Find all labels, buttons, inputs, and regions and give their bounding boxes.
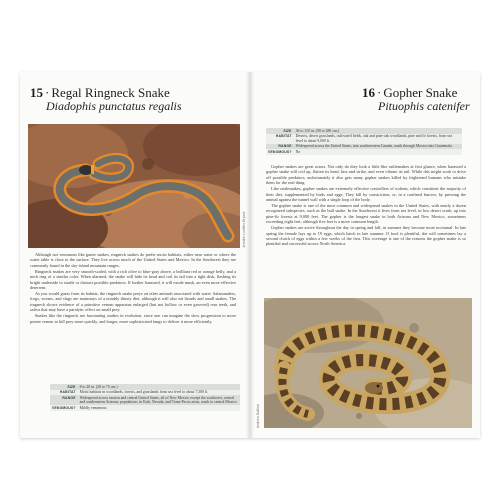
species-number: 16: [362, 85, 375, 100]
fact-row: [266, 149, 462, 155]
left-species-heading: [30, 86, 182, 113]
bullet-separator: ·: [377, 85, 382, 100]
species-number: 15: [30, 85, 43, 100]
fact-value: Widespread across the United States, into southwestern Canada, south through Mexico into Guatemala: [294, 144, 462, 150]
fact-value: Deserts, desert grasslands, cultivated fields, oak and pine-oak woodlands, pine and fir forests, from sea level to about 9,000 ft.: [294, 134, 462, 144]
fact-value: Mildly venomous: [78, 405, 240, 411]
paragraph: As you would guess from its habitat, the ringneck snake preys on other animals associated with water. Salamanders, frogs, worms, and slugs are mainstays of a notably thirsty diet, although it will also eat lizards and small snakes. The ringneck shows evidence of a primitive venom apparatus enlarged (but not hollow or even grooved) rear teeth, and saliva that may have a paralytic effect on small prey.: [30, 291, 236, 313]
fact-value: 8 to 20 in. (20 to 75 cm.): [78, 384, 240, 390]
scientific-name: Pituophis catenifer: [378, 99, 470, 113]
right-facts-table: [266, 128, 462, 155]
paragraph: Gopher snakes are active throughout the day in spring and fall; in summer they become more nocturnal. In late spring the female lays up to 19 eggs, which hatch in late summer. If food is plentiful, she will sometimes lay a second clutch of eggs within a few weeks of the first. This coverage is one of the reasons the gopher snake is so plentiful and successful across North America.: [266, 225, 466, 247]
paragraph: Like rattlesnakes, gopher snakes are extremely effective controllers of rodents, which constitute the majority of their diet, supplemented by birds and eggs. They kill by constriction, or, in a confined burrow, by pressing the animal against the tunnel wall with a single loop of the body.: [266, 186, 466, 203]
fact-value: 36 to 110 in. (90 to 280 cm.): [294, 128, 462, 134]
fact-label: VENOMOUS?: [268, 149, 292, 154]
fact-label: SIZE: [50, 384, 78, 390]
paragraph: Ringneck snakes are very smooth-scaled, with a rich olive to blue-gray above, a brilliant red or orange belly, and a neck ring of a similar color. When alarmed, the snake will hide its head and coil its tail into a tight disk, flashing its bright underside to startle or distract possible predators. If further harassed, it will exude musk, an even more effective deterrent.: [30, 268, 236, 291]
fact-value: Moist habitats in woodlands, forests, and grasslands from sea level to about 7,300 ft.: [78, 390, 240, 396]
right-photo-credit: Andrew DuBois: [256, 403, 260, 428]
right-title: [362, 86, 470, 100]
bullet-separator: ·: [45, 85, 50, 100]
scientific-name: Diadophis punctatus regalis: [46, 99, 182, 113]
left-photo-credit: Jennifer Loeffler-Bryant: [242, 211, 246, 248]
right-species-heading: [362, 86, 470, 113]
fact-label: SIZE: [266, 128, 294, 134]
fact-row: [50, 395, 240, 405]
left-title: [30, 86, 182, 100]
left-body-text: [30, 252, 236, 325]
ringneck-snake-photo: [28, 124, 240, 248]
gopher-snake-photo: [264, 298, 472, 428]
common-name: Regal Ringneck Snake: [51, 85, 170, 100]
fact-label: RANGE: [50, 395, 78, 405]
fact-value: No: [294, 149, 462, 155]
left-page: [20, 72, 250, 438]
fact-label: HABITAT: [266, 134, 294, 144]
fact-row: [50, 405, 240, 411]
fact-value: Widespread across eastern and central United States, all of New Mexico except the southwest, central and southeastern Arizona; populations in Utah, Nevada, and Trans-Pecos areas, south to central Mexico: [78, 395, 240, 405]
left-facts-table: [50, 384, 240, 411]
fact-row: [266, 144, 462, 150]
fact-label: HABITAT: [50, 390, 78, 396]
common-name: Gopher Snake: [383, 85, 458, 100]
right-page: [250, 72, 480, 438]
paragraph: Snakes like the ringneck are fascinating studies in evolution, since one can imagine the slow progression to more potent venom to kill prey more quickly, and longer, more sophisticated fangs to deliver it more efficiently.: [30, 313, 236, 324]
paragraph: The gopher snake is one of the most common and widespread snakes in the United States, with nearly a dozen recognized subspecies, such as the bull snake. In the Southwest it lives from sea level, in low desert scrub, up into pine-fir forests at 9,000 feet. The gopher is the longest snake in both Arizona and New Mexico, sometimes exceeding eight feet, although five feet is a more common length.: [266, 203, 466, 225]
paragraph: Although not venomous like garter snakes, ringneck snakes do prefer moist habitats, either near water or where the water table is close to the surface. They live across much of the United States and Mexico. In the Southwest they are commonly found in the sky-island mountain ranges.: [30, 252, 236, 268]
fact-row: [266, 134, 462, 144]
right-body-text: [266, 164, 466, 247]
book-spread: [20, 72, 480, 438]
fact-label: VENOMOUS?: [52, 405, 76, 410]
fact-label: RANGE: [266, 144, 294, 150]
paragraph: Gopher snakes are great actors. Not only do they look a little like rattlesnakes at first glance, when harassed a gopher snake will coil up, flatten its head, hiss and strike, and even vibrate its tail. While this might work to drive off possible predators, unfortunately it also gets many gopher snakes killed by frightened humans who mistake them for the real thing.: [266, 164, 466, 186]
